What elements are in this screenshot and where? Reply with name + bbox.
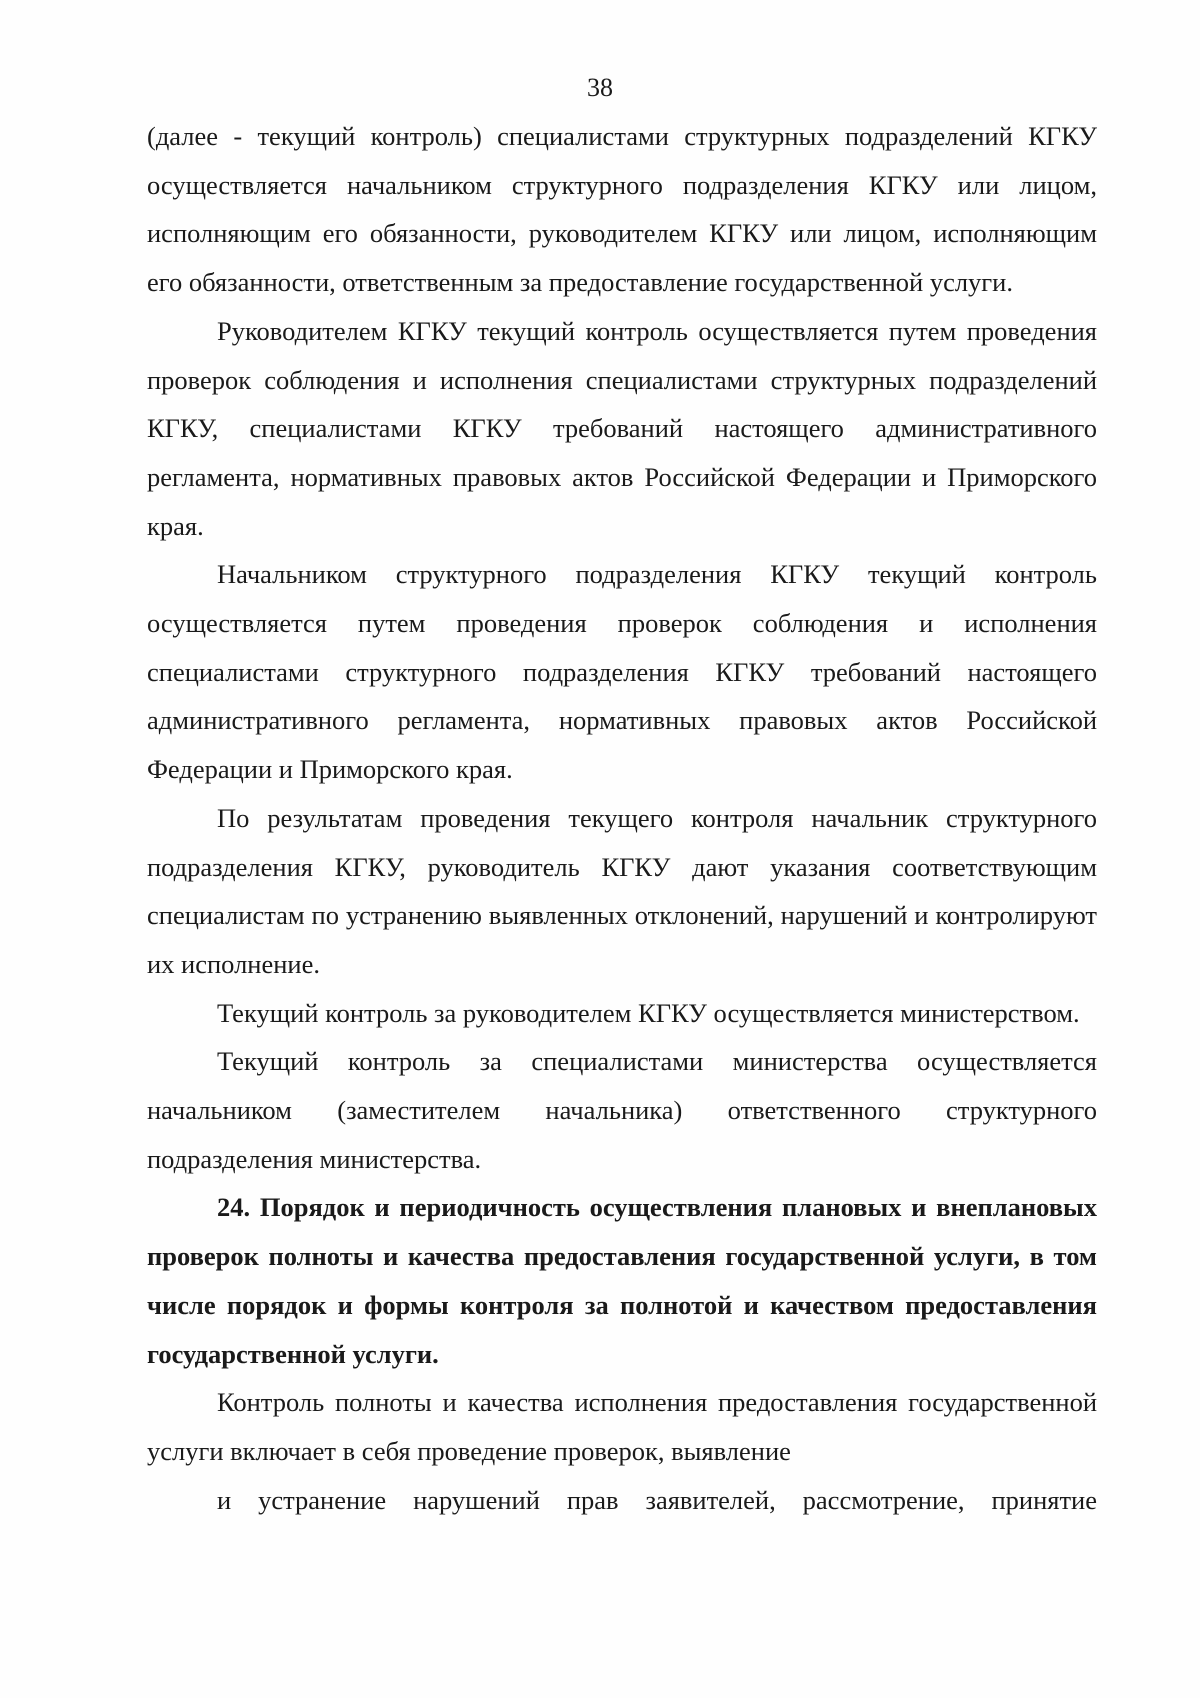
paragraph-1: (далее - текущий контроль) специалистами структурных подразделений КГКУ осуществляется начальником структурного подразделения КГКУ или лицом, исполняющим его обязанности, руководителем КГКУ или лицом, исполняющим его обязанности, ответственным за предоставление государственной услуги. — [147, 121, 1097, 298]
paragraph-3: Начальником структурного подразделения КГКУ текущий контроль осуществляется путем проведения проверок соблюдения и исполнения специалистами структурного подразделения КГКУ требований настоящего административного регламента, нормативных правовых актов Российской Федерации и Приморского края. — [147, 559, 1097, 785]
final-paragraph-part1: Контроль полноты и качества исполнения предоставления государственной услуги включает в себя проведение проверок, выявление — [147, 1387, 1097, 1466]
final-paragraph-part2: и устранение нарушений прав заявителей, рассмотрение, принятие — [217, 1484, 1097, 1515]
document-body — [147, 112, 1097, 1524]
paragraph-5: Текущий контроль за руководителем КГКУ осуществляется министерством. — [217, 997, 1080, 1028]
section-heading: 24. Порядок и периодичность осуществления плановых и внеплановых проверок полноты и качества предоставления государственной услуги, в том числе порядок и формы контроля за полнотой и качеством предоставления государственной услуги. — [147, 1192, 1097, 1369]
paragraph-4: По результатам проведения текущего контроля начальник структурного подразделения КГКУ, руководитель КГКУ дают указания соответствующим специалистам по устранению выявленных отклонений, нарушений и контролируют их исполнение. — [147, 802, 1097, 979]
paragraph-2: Руководителем КГКУ текущий контроль осуществляется путем проведения проверок соблюдения и исполнения специалистами структурных подразделений КГКУ, специалистами КГКУ требований настоящего административного регламента, нормативных правовых актов Российской Федерации и Приморского края. — [147, 315, 1097, 541]
page-number: 38 — [587, 73, 613, 102]
paragraph-6: Текущий контроль за специалистами министерства осуществляется начальником (заместителем начальника) ответственного структурного подразделения министерства. — [147, 1046, 1097, 1174]
